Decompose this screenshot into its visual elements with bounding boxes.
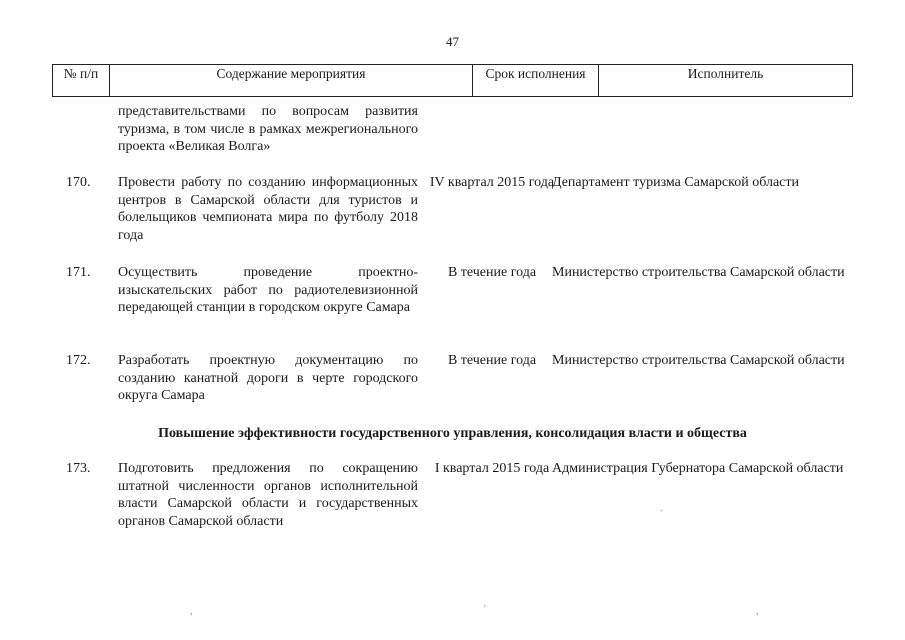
row-content: Разработать проектную документацию по созданию канатной дороги в черте городского округа Самара: [118, 353, 418, 403]
scan-speck: ': [484, 604, 486, 615]
header-num: № п/п: [63, 66, 99, 81]
page-number: 47: [446, 34, 459, 49]
row-content: Провести работу по созданию информационных центров в Самарской области для туристов и болельщиков чемпионата мира по футболу 2018 года: [118, 175, 418, 243]
row-term: IV квартал 2015 года: [429, 175, 555, 190]
row-number: 170.: [66, 175, 91, 190]
header-content: Содержание мероприятия: [109, 65, 472, 96]
section-heading: Повышение эффективности государственного управления, консолидация власти и общества: [158, 426, 747, 441]
row-executor: Департамент туризма Самарской области: [552, 175, 800, 190]
header-executor: Исполнитель: [598, 65, 852, 96]
row-number: 172.: [66, 353, 91, 368]
scan-speck: ,: [756, 606, 759, 617]
row-content: Осуществить проведение проектно-изыскательских работ по радиотелевизионной передающей станции в городском округе Самара: [118, 265, 418, 315]
row-number: 173.: [66, 461, 91, 476]
row-term: В течение года: [447, 353, 537, 368]
scan-speck: .: [660, 503, 663, 514]
row-executor: Министерство строительства Самарской области: [552, 265, 845, 280]
table-header: [52, 64, 853, 97]
scan-speck: ,: [190, 606, 193, 617]
row-number: 171.: [66, 265, 91, 280]
row-term: I квартал 2015 года: [434, 461, 550, 476]
header-term: Срок исполнения: [472, 65, 598, 96]
row-executor: Министерство строительства Самарской области: [552, 353, 845, 368]
row-content: Подготовить предложения по сокращению штатной численности органов исполнительной власти Самарской области и государственных органов Самарской области: [118, 461, 418, 529]
row-term: В течение года: [447, 265, 537, 280]
continued-content: представительствами по вопросам развития туризма, в том числе в рамках межрегионального проекта «Великая Волга»: [118, 104, 418, 154]
row-executor: Администрация Губернатора Самарской области: [552, 461, 844, 476]
